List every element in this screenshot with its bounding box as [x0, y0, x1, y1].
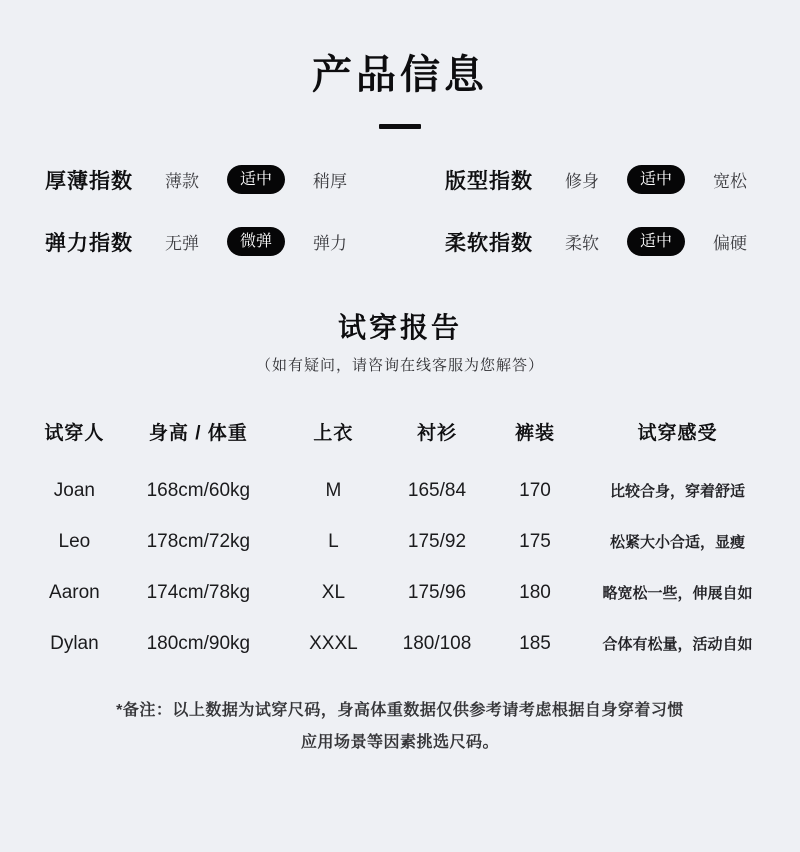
index-option: 薄款: [165, 172, 199, 191]
index-option: 稍厚: [313, 172, 348, 191]
shirt-size-cell: 165/84: [407, 479, 467, 501]
top-size-cell: XXXL: [309, 632, 358, 654]
fitter-name-cell: Aaron: [49, 581, 100, 603]
index-option: 柔软: [565, 234, 599, 253]
column-header-top: 上衣: [313, 422, 354, 444]
footnote-line-1: *备注：以上数据为试穿尺码，身高体重数据仅供参考请考虑根据自身穿着习惯: [116, 702, 684, 719]
index-option: 偏硬: [713, 234, 748, 253]
shirt-size-cell: 175/96: [407, 581, 467, 603]
index-row-fit: [400, 165, 800, 194]
height-weight-cell: 178cm/72kg: [146, 530, 251, 552]
pants-size-cell: 175: [519, 530, 551, 552]
fitter-name-cell: Joan: [53, 479, 95, 501]
height-weight-cell: 174cm/78kg: [146, 581, 251, 603]
table-header-row: [30, 415, 770, 447]
index-option: 弹力: [313, 234, 348, 253]
table-row: [30, 567, 770, 618]
column-header-height-weight: 身高 / 体重: [148, 422, 248, 444]
fitter-name-cell: Dylan: [50, 632, 99, 654]
index-option-selected-pill: 适中: [627, 227, 685, 256]
index-option-selected-pill: 适中: [227, 165, 285, 194]
pants-size-cell: 180: [519, 581, 551, 603]
pants-size-cell: 185: [519, 632, 551, 654]
index-label: 厚薄指数: [45, 169, 133, 193]
column-header-shirt: 衬衫: [416, 422, 457, 444]
top-size-cell: M: [325, 479, 342, 501]
index-option: 无弹: [165, 234, 199, 253]
top-size-cell: L: [328, 530, 339, 552]
fit-report-subtitle: （如有疑问，请咨询在线客服为您解答）: [255, 357, 544, 374]
footnote: [0, 695, 800, 759]
index-label: 版型指数: [445, 169, 533, 193]
height-weight-cell: 180cm/90kg: [146, 632, 251, 654]
feeling-cell: 比较合身，穿着舒适: [609, 483, 745, 500]
table-body: [30, 465, 770, 669]
feeling-cell: 松紧大小合适，显瘦: [609, 534, 745, 551]
table-row: [30, 516, 770, 567]
pants-size-cell: 170: [519, 479, 551, 501]
footnote-line-2: 应用场景等因素挑选尺码。: [300, 734, 499, 751]
product-info-page: [0, 52, 800, 852]
table-row: [30, 465, 770, 516]
index-row-elasticity: [0, 227, 400, 256]
feeling-cell: 略宽松一些，伸展自如: [602, 585, 753, 602]
height-weight-cell: 168cm/60kg: [146, 479, 251, 501]
top-size-cell: XL: [321, 581, 346, 603]
title-dash-divider: [379, 124, 421, 129]
index-option-selected-pill: 微弹: [227, 227, 285, 256]
fitter-name-cell: Leo: [58, 530, 91, 552]
column-header-pants: 裤装: [515, 422, 556, 444]
column-header-fitter: 试穿人: [44, 422, 105, 444]
fit-report-table: [30, 415, 770, 669]
product-index-grid: [0, 165, 800, 256]
feeling-cell: 合体有松量，活动自如: [602, 636, 753, 653]
index-option-selected-pill: 适中: [627, 165, 685, 194]
index-option: 宽松: [713, 172, 748, 191]
column-header-feeling: 试穿感受: [637, 422, 718, 444]
table-row: [30, 618, 770, 669]
index-row-thickness: [0, 165, 400, 194]
index-option: 修身: [565, 172, 599, 191]
shirt-size-cell: 180/108: [402, 632, 472, 654]
fit-report-title: 试穿报告: [337, 312, 462, 343]
page-title: 产品信息: [312, 53, 488, 97]
index-label: 弹力指数: [45, 231, 133, 255]
index-row-softness: [400, 227, 800, 256]
shirt-size-cell: 175/92: [407, 530, 467, 552]
index-label: 柔软指数: [445, 231, 533, 255]
